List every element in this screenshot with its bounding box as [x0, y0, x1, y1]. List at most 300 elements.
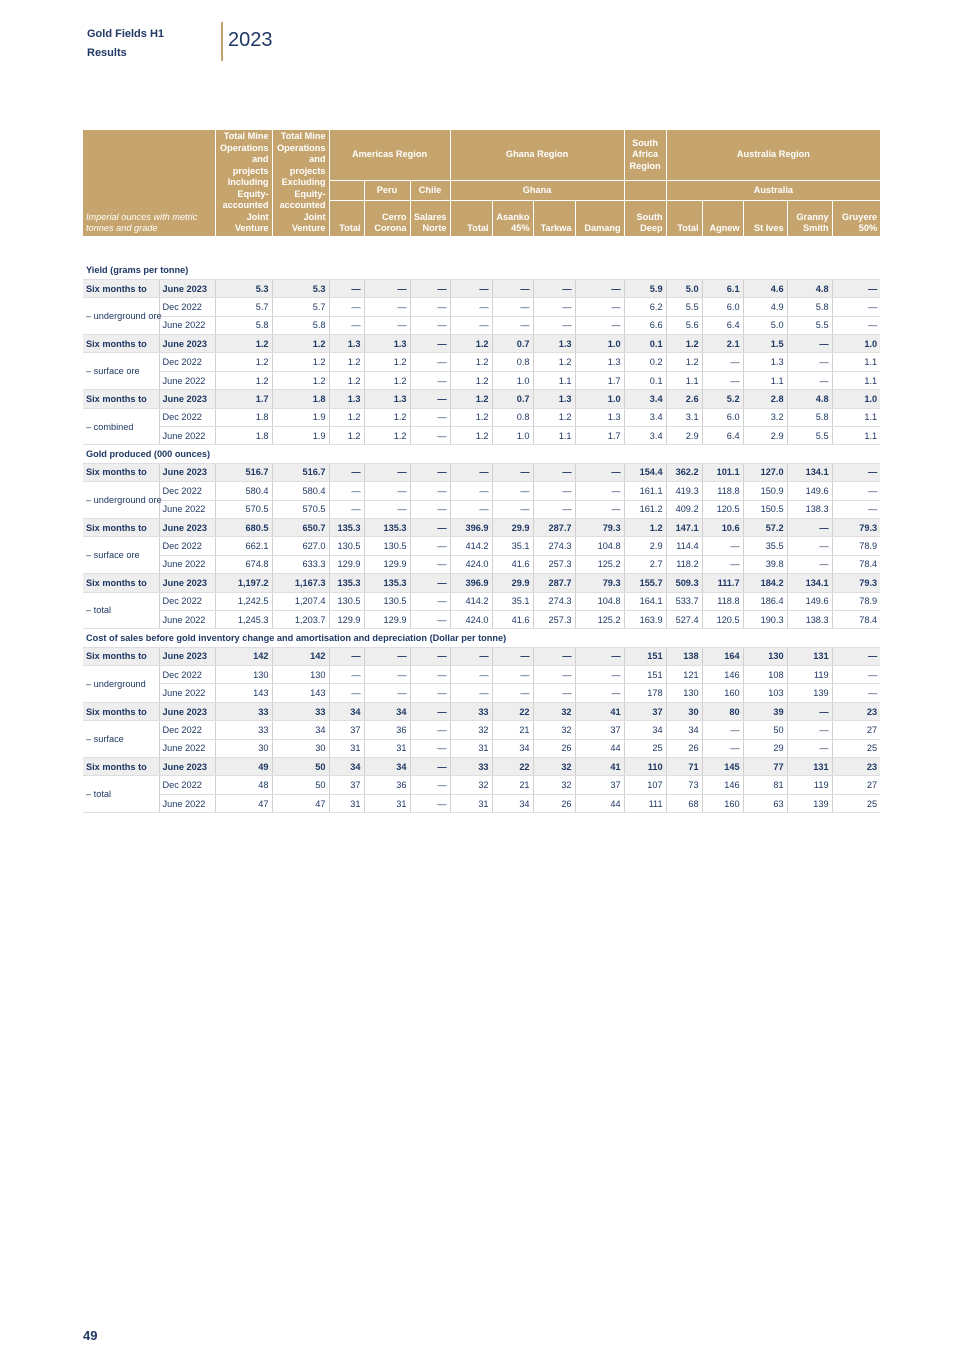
value-cell: 6.2: [624, 298, 666, 316]
value-cell: 130.5: [364, 537, 410, 555]
value-cell: 33: [215, 702, 272, 720]
value-cell: —: [702, 371, 743, 389]
americas-total-header: Total: [329, 201, 364, 236]
period-cell: June 2023: [159, 390, 215, 408]
value-cell: 47: [272, 794, 329, 812]
value-cell: 1.1: [832, 371, 880, 389]
value-cell: 570.5: [215, 500, 272, 518]
value-cell: —: [832, 666, 880, 684]
value-cell: —: [410, 482, 450, 500]
value-cell: —: [450, 463, 492, 481]
australia-region-header: Australia Region: [666, 130, 880, 181]
value-cell: 6.0: [702, 408, 743, 426]
value-cell: —: [410, 279, 450, 297]
value-cell: 31: [364, 794, 410, 812]
value-cell: —: [410, 776, 450, 794]
section-row: [83, 629, 880, 647]
value-cell: 1.2: [533, 353, 575, 371]
value-cell: 131: [787, 758, 832, 776]
value-cell: —: [410, 647, 450, 665]
row-group-label: – surface ore: [83, 537, 159, 574]
value-cell: 119: [787, 776, 832, 794]
value-cell: —: [329, 666, 364, 684]
value-cell: 138.3: [787, 500, 832, 518]
period-cell: June 2022: [159, 316, 215, 334]
value-cell: 37: [329, 776, 364, 794]
value-cell: —: [410, 684, 450, 702]
value-cell: 32: [533, 702, 575, 720]
value-cell: 138.3: [787, 610, 832, 628]
value-cell: —: [410, 408, 450, 426]
value-cell: 1.7: [215, 390, 272, 408]
value-cell: 31: [329, 739, 364, 757]
period-cell: Dec 2022: [159, 537, 215, 555]
value-cell: 149.6: [787, 482, 832, 500]
company-name: Gold Fields H1: [87, 28, 165, 40]
value-cell: —: [533, 500, 575, 518]
table-row: [83, 794, 880, 812]
value-cell: 79.3: [575, 574, 624, 592]
value-cell: 154.4: [624, 463, 666, 481]
value-cell: 32: [533, 721, 575, 739]
value-cell: 32: [533, 758, 575, 776]
value-cell: 135.3: [329, 574, 364, 592]
value-cell: 41: [575, 702, 624, 720]
australia-country-header: Australia: [666, 181, 880, 201]
value-cell: 1.3: [329, 390, 364, 408]
value-cell: 41: [575, 758, 624, 776]
value-cell: 409.2: [666, 500, 702, 518]
value-cell: 103: [743, 684, 787, 702]
six-months-label: Six months to: [83, 518, 159, 536]
table-row: [83, 298, 880, 316]
value-cell: —: [492, 666, 533, 684]
value-cell: 1.1: [666, 371, 702, 389]
value-cell: 120.5: [702, 610, 743, 628]
value-cell: 1.2: [272, 353, 329, 371]
value-cell: 26: [666, 739, 702, 757]
value-cell: —: [410, 610, 450, 628]
value-cell: —: [832, 316, 880, 334]
value-cell: 1.8: [215, 427, 272, 445]
value-cell: 30: [215, 739, 272, 757]
value-cell: 114.4: [666, 537, 702, 555]
value-cell: 3.2: [743, 408, 787, 426]
value-cell: —: [410, 298, 450, 316]
value-cell: —: [575, 298, 624, 316]
value-cell: 118.8: [702, 482, 743, 500]
value-cell: —: [364, 463, 410, 481]
value-cell: —: [492, 500, 533, 518]
value-cell: 150.9: [743, 482, 787, 500]
value-cell: 1.2: [272, 371, 329, 389]
value-cell: 5.5: [666, 298, 702, 316]
value-cell: —: [702, 739, 743, 757]
value-cell: 30: [272, 739, 329, 757]
value-cell: 1.3: [533, 390, 575, 408]
value-cell: 146: [702, 666, 743, 684]
value-cell: —: [575, 279, 624, 297]
period-cell: Dec 2022: [159, 666, 215, 684]
value-cell: 104.8: [575, 592, 624, 610]
value-cell: —: [410, 758, 450, 776]
value-cell: 135.3: [364, 574, 410, 592]
value-cell: 21: [492, 776, 533, 794]
operating-results-table: [83, 130, 880, 813]
value-cell: 108: [743, 666, 787, 684]
value-cell: 5.3: [272, 279, 329, 297]
value-cell: 178: [624, 684, 666, 702]
salares-norte-header: Salares Norte: [410, 201, 450, 236]
total-incl-header: Total Mine Operations and projects Including Equity-accounted Joint Venture: [215, 130, 272, 236]
value-cell: 29: [743, 739, 787, 757]
value-cell: 0.1: [624, 335, 666, 353]
value-cell: —: [410, 463, 450, 481]
value-cell: —: [575, 666, 624, 684]
value-cell: 29.9: [492, 518, 533, 536]
value-cell: 1.2: [364, 371, 410, 389]
value-cell: 78.4: [832, 610, 880, 628]
value-cell: —: [492, 279, 533, 297]
period-cell: Dec 2022: [159, 353, 215, 371]
value-cell: —: [702, 721, 743, 739]
value-cell: 31: [450, 739, 492, 757]
table-row: [83, 574, 880, 592]
value-cell: 2.6: [666, 390, 702, 408]
value-cell: —: [410, 427, 450, 445]
value-cell: —: [329, 684, 364, 702]
value-cell: —: [533, 647, 575, 665]
value-cell: 186.4: [743, 592, 787, 610]
value-cell: —: [575, 684, 624, 702]
value-cell: 1.7: [575, 371, 624, 389]
value-cell: 396.9: [450, 574, 492, 592]
value-cell: —: [832, 500, 880, 518]
six-months-label: Six months to: [83, 463, 159, 481]
value-cell: 32: [450, 776, 492, 794]
table-row: [83, 408, 880, 426]
value-cell: 34: [492, 739, 533, 757]
value-cell: 34: [364, 758, 410, 776]
value-cell: 27: [832, 721, 880, 739]
value-cell: 4.9: [743, 298, 787, 316]
row-group-label: – underground ore: [83, 482, 159, 519]
period-cell: June 2023: [159, 647, 215, 665]
value-cell: 25: [624, 739, 666, 757]
value-cell: 680.5: [215, 518, 272, 536]
value-cell: —: [410, 739, 450, 757]
value-cell: 5.2: [702, 390, 743, 408]
value-cell: 138: [666, 647, 702, 665]
value-cell: —: [410, 316, 450, 334]
section-row: [83, 445, 880, 463]
value-cell: 2.9: [743, 427, 787, 445]
ghana-total-header: Total: [450, 201, 492, 236]
table-row: [83, 776, 880, 794]
value-cell: 2.9: [666, 427, 702, 445]
table-row: [83, 555, 880, 573]
value-cell: 25: [832, 739, 880, 757]
value-cell: 516.7: [215, 463, 272, 481]
period-cell: Dec 2022: [159, 298, 215, 316]
table-row: [83, 610, 880, 628]
period-cell: June 2023: [159, 335, 215, 353]
value-cell: —: [787, 739, 832, 757]
value-cell: 125.2: [575, 610, 624, 628]
value-cell: 33: [450, 758, 492, 776]
value-cell: 143: [272, 684, 329, 702]
value-cell: 0.7: [492, 335, 533, 353]
value-cell: 1.2: [450, 390, 492, 408]
value-cell: 5.5: [787, 316, 832, 334]
table-row: [83, 702, 880, 720]
value-cell: 30: [666, 702, 702, 720]
value-cell: —: [364, 316, 410, 334]
value-cell: 130.5: [329, 537, 364, 555]
st-ives-header: St Ives: [743, 201, 787, 236]
table-row: [83, 518, 880, 536]
value-cell: 419.3: [666, 482, 702, 500]
value-cell: 34: [364, 702, 410, 720]
value-cell: 5.8: [787, 298, 832, 316]
six-months-label: Six months to: [83, 390, 159, 408]
value-cell: 161.2: [624, 500, 666, 518]
value-cell: —: [533, 298, 575, 316]
table-row: [83, 316, 880, 334]
value-cell: 570.5: [272, 500, 329, 518]
document-name: Results: [87, 47, 127, 59]
table-row: [83, 335, 880, 353]
value-cell: 35.5: [743, 537, 787, 555]
value-cell: —: [410, 574, 450, 592]
value-cell: 145: [702, 758, 743, 776]
value-cell: —: [533, 279, 575, 297]
value-cell: 47: [215, 794, 272, 812]
value-cell: 135.3: [329, 518, 364, 536]
value-cell: 1.2: [329, 353, 364, 371]
value-cell: —: [329, 647, 364, 665]
value-cell: 1.3: [329, 335, 364, 353]
value-cell: 5.0: [666, 279, 702, 297]
value-cell: 5.6: [666, 316, 702, 334]
value-cell: 31: [364, 739, 410, 757]
value-cell: 1.2: [215, 335, 272, 353]
value-cell: 130.5: [364, 592, 410, 610]
value-cell: 160: [702, 794, 743, 812]
value-cell: 25: [832, 794, 880, 812]
chile-header: Chile: [410, 181, 450, 201]
value-cell: 1.3: [533, 335, 575, 353]
value-cell: 130.5: [329, 592, 364, 610]
value-cell: —: [787, 518, 832, 536]
value-cell: 73: [666, 776, 702, 794]
value-cell: 1.3: [575, 353, 624, 371]
ghana-country-header: Ghana: [450, 181, 624, 201]
value-cell: 5.3: [215, 279, 272, 297]
value-cell: 34: [272, 721, 329, 739]
table-row: [83, 371, 880, 389]
table-row: [83, 463, 880, 481]
value-cell: 35.1: [492, 537, 533, 555]
value-cell: 650.7: [272, 518, 329, 536]
value-cell: 50: [272, 776, 329, 794]
value-cell: 1.0: [492, 427, 533, 445]
value-cell: 34: [624, 721, 666, 739]
value-cell: 1.7: [575, 427, 624, 445]
value-cell: —: [410, 555, 450, 573]
table-row: [83, 739, 880, 757]
value-cell: 37: [329, 721, 364, 739]
value-cell: —: [702, 555, 743, 573]
row-group-label: – underground ore: [83, 298, 159, 335]
row-group-label: – total: [83, 592, 159, 629]
six-months-label: Six months to: [83, 647, 159, 665]
period-cell: June 2023: [159, 702, 215, 720]
value-cell: —: [364, 500, 410, 518]
value-cell: 135.3: [364, 518, 410, 536]
south-africa-blank-header: [624, 181, 666, 201]
value-cell: —: [364, 279, 410, 297]
value-cell: 31: [329, 794, 364, 812]
value-cell: 121: [666, 666, 702, 684]
cerro-corona-header: Cerro Corona: [364, 201, 410, 236]
period-cell: June 2022: [159, 371, 215, 389]
value-cell: 1.2: [329, 371, 364, 389]
value-cell: 1.2: [329, 408, 364, 426]
value-cell: —: [533, 316, 575, 334]
section-row: [83, 262, 880, 280]
value-cell: —: [492, 684, 533, 702]
period-cell: Dec 2022: [159, 592, 215, 610]
granny-smith-header: Granny Smith: [787, 201, 832, 236]
value-cell: 2.7: [624, 555, 666, 573]
row-group-label: – underground: [83, 666, 159, 703]
period-cell: Dec 2022: [159, 776, 215, 794]
period-cell: June 2022: [159, 739, 215, 757]
value-cell: 33: [215, 721, 272, 739]
period-cell: June 2022: [159, 794, 215, 812]
value-cell: 5.8: [215, 316, 272, 334]
value-cell: 1.0: [575, 390, 624, 408]
value-cell: 111: [624, 794, 666, 812]
value-cell: 674.8: [215, 555, 272, 573]
six-months-label: Six months to: [83, 758, 159, 776]
value-cell: 130: [666, 684, 702, 702]
value-cell: 26: [533, 739, 575, 757]
units-header: Imperial ounces with metric tonnes and grade: [83, 130, 215, 236]
value-cell: 49: [215, 758, 272, 776]
value-cell: 120.5: [702, 500, 743, 518]
value-cell: 77: [743, 758, 787, 776]
value-cell: 80: [702, 702, 743, 720]
value-cell: 32: [450, 721, 492, 739]
value-cell: —: [364, 647, 410, 665]
row-group-label: – surface: [83, 721, 159, 758]
value-cell: 32: [533, 776, 575, 794]
australia-total-header: Total: [666, 201, 702, 236]
value-cell: —: [787, 702, 832, 720]
value-cell: 1.8: [272, 390, 329, 408]
value-cell: 362.2: [666, 463, 702, 481]
value-cell: —: [329, 279, 364, 297]
table-row: [83, 721, 880, 739]
value-cell: —: [575, 500, 624, 518]
period-cell: Dec 2022: [159, 482, 215, 500]
value-cell: 1,203.7: [272, 610, 329, 628]
value-cell: 57.2: [743, 518, 787, 536]
value-cell: —: [702, 537, 743, 555]
value-cell: —: [410, 666, 450, 684]
value-cell: —: [410, 794, 450, 812]
value-cell: 164.1: [624, 592, 666, 610]
value-cell: 1.2: [624, 518, 666, 536]
value-cell: 1.0: [575, 335, 624, 353]
value-cell: 139: [787, 684, 832, 702]
value-cell: 29.9: [492, 574, 533, 592]
value-cell: 1.1: [832, 427, 880, 445]
value-cell: 36: [364, 721, 410, 739]
value-cell: —: [410, 390, 450, 408]
value-cell: —: [787, 537, 832, 555]
value-cell: 48: [215, 776, 272, 794]
value-cell: —: [410, 592, 450, 610]
value-cell: 1.2: [329, 427, 364, 445]
value-cell: 1.2: [450, 427, 492, 445]
table-row: [83, 537, 880, 555]
period-cell: June 2023: [159, 574, 215, 592]
value-cell: 33: [450, 702, 492, 720]
table-row: [83, 427, 880, 445]
report-year: 2023: [228, 29, 273, 51]
value-cell: —: [787, 335, 832, 353]
value-cell: —: [492, 463, 533, 481]
value-cell: 1.0: [832, 335, 880, 353]
value-cell: 143: [215, 684, 272, 702]
south-deep-header: South Deep: [624, 201, 666, 236]
period-cell: Dec 2022: [159, 408, 215, 426]
six-months-label: Six months to: [83, 335, 159, 353]
value-cell: —: [329, 463, 364, 481]
value-cell: 527.4: [666, 610, 702, 628]
gruyere-header: Gruyere 50%: [832, 201, 880, 236]
south-africa-region-header: South Africa Region: [624, 130, 666, 181]
value-cell: 414.2: [450, 592, 492, 610]
value-cell: 0.2: [624, 353, 666, 371]
value-cell: 1.2: [450, 353, 492, 371]
value-cell: 516.7: [272, 463, 329, 481]
value-cell: —: [832, 463, 880, 481]
value-cell: 50: [743, 721, 787, 739]
value-cell: 37: [575, 721, 624, 739]
value-cell: 155.7: [624, 574, 666, 592]
value-cell: 125.2: [575, 555, 624, 573]
value-cell: 27: [832, 776, 880, 794]
period-cell: June 2022: [159, 610, 215, 628]
value-cell: —: [329, 298, 364, 316]
value-cell: —: [832, 298, 880, 316]
value-cell: 142: [272, 647, 329, 665]
value-cell: 5.8: [787, 408, 832, 426]
value-cell: 37: [575, 776, 624, 794]
value-cell: —: [787, 721, 832, 739]
value-cell: 26: [533, 794, 575, 812]
value-cell: 6.4: [702, 427, 743, 445]
value-cell: —: [575, 647, 624, 665]
value-cell: —: [533, 666, 575, 684]
value-cell: 1,242.5: [215, 592, 272, 610]
value-cell: 4.8: [787, 279, 832, 297]
table-row: [83, 390, 880, 408]
